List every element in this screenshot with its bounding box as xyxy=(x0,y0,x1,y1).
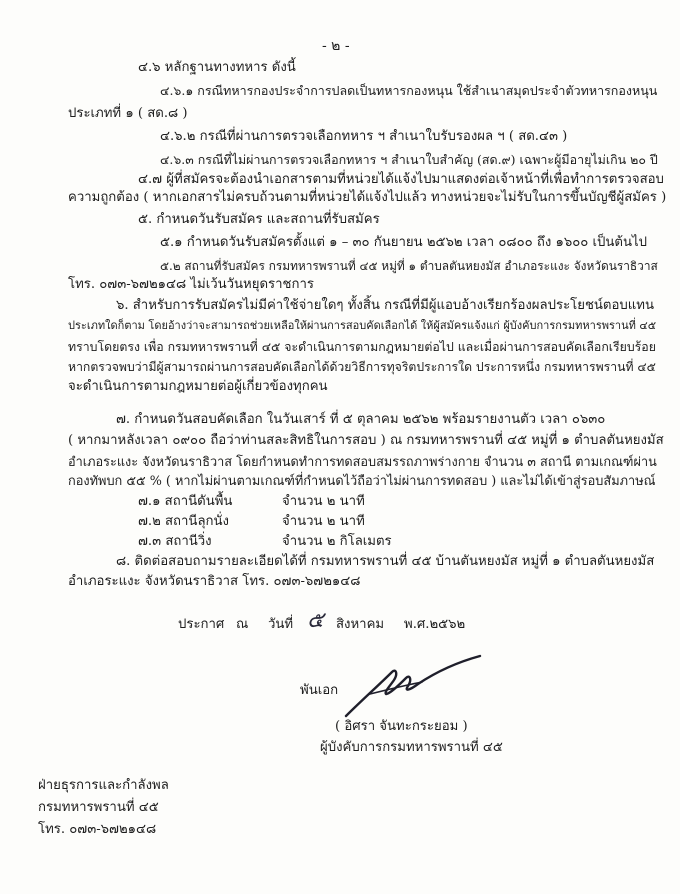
handwritten-signature xyxy=(340,650,500,722)
item-4-7: ๔.๗ ผู้ที่สมัครจะต้องนำเอกสารตามที่หน่วยได้แจ้งไปมาแสดงต่อเจ้าหน้าที่เพื่อทำการตรวจสอบ xyxy=(138,172,664,187)
item-4-7-cont: ความถูกต้อง ( หากเอกสารไม่ครบถ้วนตามที่หน่วยได้แจ้งไปแล้ว ทางหน่วยจะไม่รับในการขึ้นบัญชีผู้สมัคร ) xyxy=(68,190,667,205)
signatory-position: ผู้บังคับการกรมทหารพรานที่ ๔๕ xyxy=(320,740,503,755)
item-6-line5: จะดำเนินการตามกฎหมายต่อผู้เกี่ยวข้องทุกคน xyxy=(68,379,328,394)
item-8: ๘. ติดต่อสอบถามรายละเอียดได้ที่ กรมทหารพรานที่ ๔๕ บ้านตันหยงมัส หมู่ที่ ๑ ตำบลตันหยงมัส xyxy=(116,554,655,569)
item-5-2: ๕.๒ สถานที่รับสมัคร กรมทหารพรานที่ ๔๕ หมู่ที่ ๑ ตำบลตันหยงมัส อำเภอระแงะ จังหวัดนราธิวาส xyxy=(160,259,658,273)
item-7-line2: ( หากมาหลังเวลา ๐๙๐๐ ถือว่าท่านสละสิทธิในการสอบ ) ณ กรมทหารพรานที่ ๔๕ หมู่ที่ ๑ ตำบลตันหยงมัส xyxy=(68,433,664,448)
announce-month: สิงหาคม xyxy=(336,617,385,632)
station-name: ๗.๑ สถานีดันพื้น xyxy=(138,494,233,509)
item-7-line3: อำเภอระแงะ จังหวัดนราธิวาส โดยกำหนดทำการทดสอบสมรรถภาพร่างกาย จำนวน ๓ สถานี ตามเกณฑ์ผ่าน xyxy=(68,454,657,469)
footer-phone: โทร. ๐๗๓-๖๗๒๑๔๘ xyxy=(38,822,157,837)
item-6-line3: ทราบโดยตรง เพื่อ กรมทหารพรานที่ ๔๕ จะดำเนินการตามกฎหมายต่อไป และเมื่อผ่านการสอบคัดเลือกเรียบร้อย xyxy=(68,340,656,354)
item-5-2-cont: โทร. ๐๗๓-๖๗๒๑๔๘ ไม่เว้นวันหยุดราชการ xyxy=(68,277,314,292)
item-6-line2: ประเภทใดก็ตาม โดยอ้างว่าจะสามารถช่วยเหลือให้ผ่านการสอบคัดเลือกได้ ให้ผู้สมัครแจ้งแก่ ผู้บังคับการกรมทหารพรานที่ ๔๕ xyxy=(68,319,657,332)
item-4-6-2: ๔.๖.๒ กรณีที่ผ่านการตรวจเลือกทหาร ฯ สำเนาใบรับรองผล ฯ ( สด.๔๓ ) xyxy=(160,129,568,144)
page-number: - ๒ - xyxy=(322,38,350,54)
station-name: ๗.๓ สถานีวิ่ง xyxy=(138,534,212,549)
item-7: ๗. กำหนดวันสอบคัดเลือก ในวันเสาร์ ที่ ๕ ตุลาคม ๒๕๖๒ พร้อมรายงานตัว เวลา ๐๖๓๐ xyxy=(116,412,606,427)
announce-day: ๕ xyxy=(307,608,324,633)
station-amount: จำนวน ๒ นาที xyxy=(282,494,365,509)
footer-department: ฝ่ายธุรการและกำลังพล xyxy=(38,778,169,793)
item-7-line4: กองทัพบก ๕๕ % ( หากไม่ผ่านตามเกณฑ์ที่กำหนดไว้ถือว่าไม่ผ่านการทดสอบ ) และไม่ได้เข้าสู่รอบสัมภาษณ์ xyxy=(68,474,656,489)
item-4-6: ๔.๖ หลักฐานทางทหาร ดังนี้ xyxy=(138,60,296,75)
item-8-cont: อำเภอระแงะ จังหวัดนราธิวาส โทร. ๐๗๓-๖๗๒๑๔๘ xyxy=(68,574,361,589)
item-6: ๖. สำหรับการรับสมัครไม่มีค่าใช้จ่ายใดๆ ทั้งสิ้น กรณีที่มีผู้แอบอ้างเรียกร้องผลประโยชน์ตอบแทน xyxy=(116,298,654,313)
item-4-6-3: ๔.๖.๓ กรณีที่ไม่ผ่านการตรวจเลือกทหาร ฯ สำเนาใบสำคัญ (สด.๙) เฉพาะผู้มีอายุไม่เกิน ๒๐ ปี xyxy=(160,152,658,167)
station-name: ๗.๒ สถานีลุกนั่ง xyxy=(138,514,229,529)
announce-label: ประกาศ xyxy=(178,617,225,632)
item-4-6-1: ๔.๖.๑ กรณีทหารกองประจำการปลดเป็นทหารกองหนุน ใช้สำเนาสมุดประจำตัวทหารกองหนุน xyxy=(160,83,658,98)
announce-date-label: วันที่ xyxy=(268,617,294,632)
item-5: ๕. กำหนดวันรับสมัคร และสถานที่รับสมัคร xyxy=(138,212,380,227)
footer-unit: กรมทหารพรานที่ ๔๕ xyxy=(38,800,159,815)
item-6-line4: หากตรวจพบว่ามีผู้สามารถผ่านการสอบคัดเลือกได้ด้วยวิธีการทุจริตประการใด ประการหนึ่ง กรมทหารพรานที่ ๔๕ xyxy=(68,360,656,374)
station-amount: จำนวน ๒ นาที xyxy=(282,514,365,529)
announce-year: พ.ศ.๒๕๖๒ xyxy=(404,617,466,632)
announce-at: ณ xyxy=(236,617,249,632)
item-4-6-1-cont: ประเภทที่ ๑ ( สด.๘ ) xyxy=(68,106,188,121)
signatory-name: ( อิศรา จันทะกระยอม ) xyxy=(335,719,468,734)
signatory-rank: พันเอก xyxy=(300,683,339,698)
station-amount: จำนวน ๒ กิโลเมตร xyxy=(282,534,392,549)
item-5-1: ๕.๑ กำหนดวันรับสมัครตั้งแต่ ๑ – ๓๐ กันยายน ๒๕๖๒ เวลา ๐๘๐๐ ถึง ๑๖๐๐ เป็นต้นไป xyxy=(160,235,648,250)
